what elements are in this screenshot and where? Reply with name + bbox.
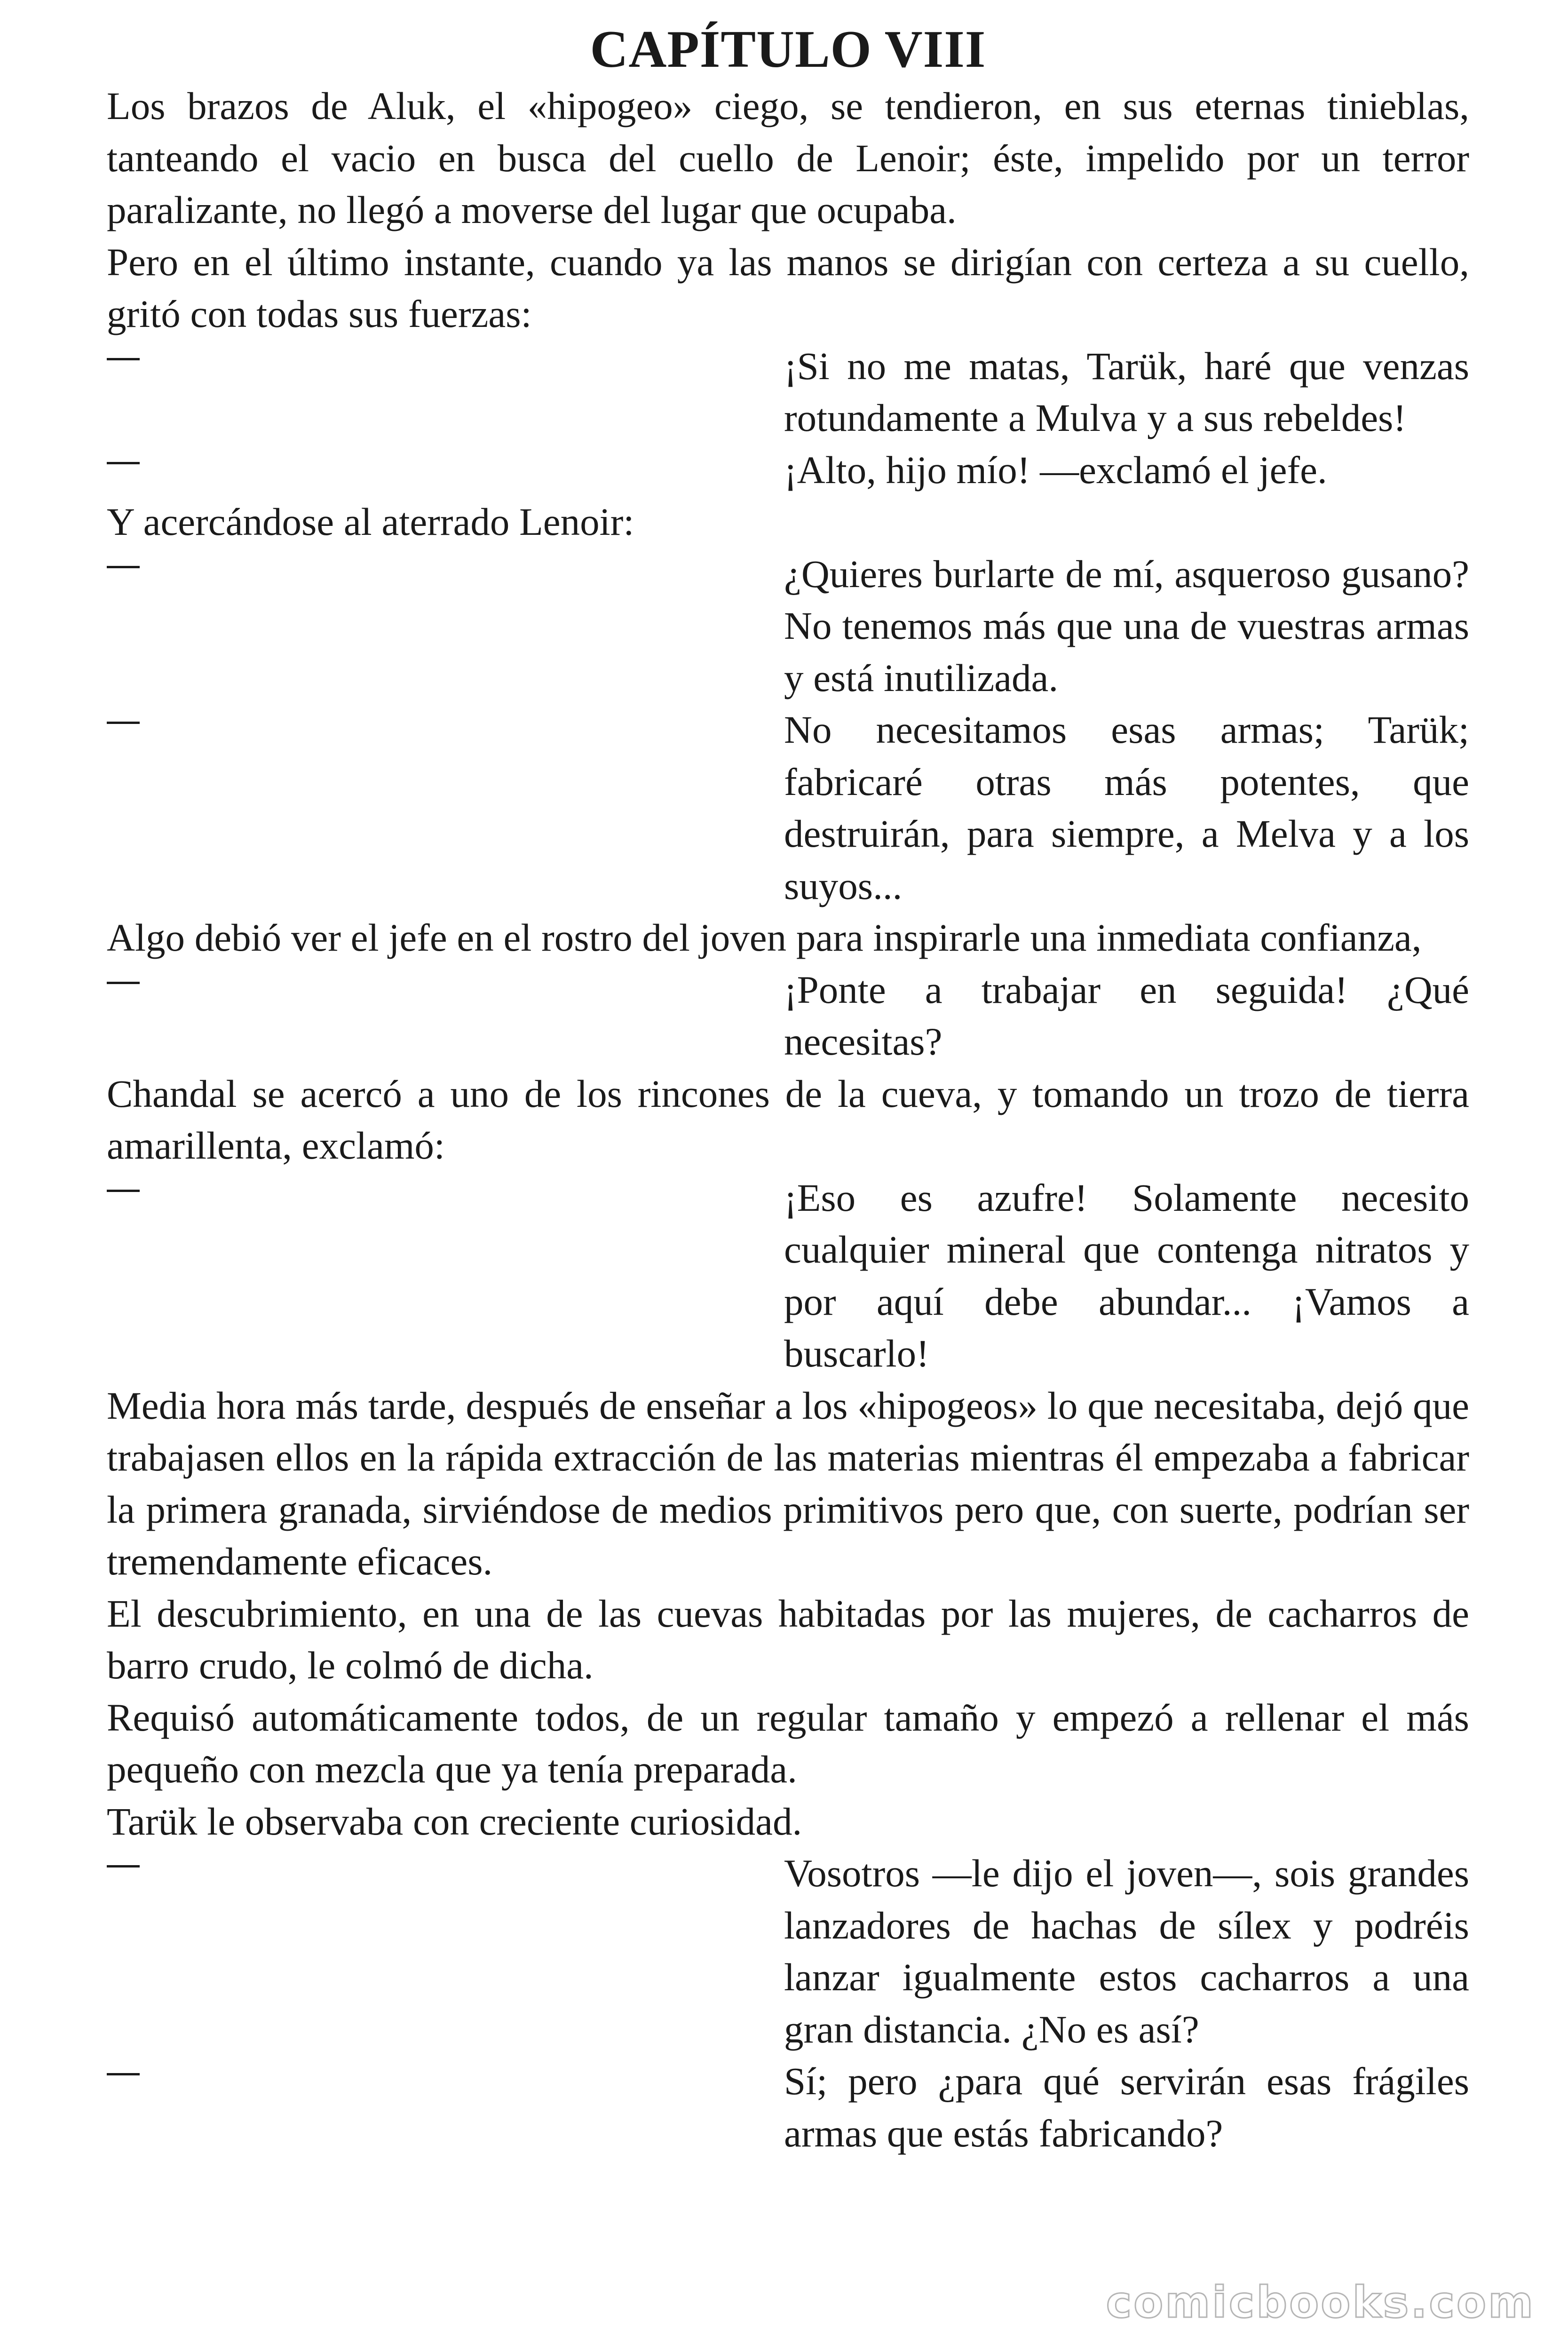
dialogue-text: Sí; pero ¿para qué servirán esas frágiles armas que estás fabricando? [784,2059,1469,2155]
dialogue-line [107,1847,1469,2055]
para: El descubrimiento, en una de las cuevas habitadas por las mujeres, de cacharros de barro crudo, le colmó de dicha. [107,1591,1469,1687]
para: Chandal se acercó a uno de los rincones de la cueva, y tomando un trozo de tierra amarillenta, exclamó: [107,1072,1469,1167]
dialogue-line [107,1172,1469,1380]
dialogue-text: ¡Ponte a trabajar en seguida! ¿Qué necesitas? [784,968,1469,1063]
dialogue-dash [107,444,784,496]
dialogue-text: ¡Alto, hijo mío! —exclamó el jefe. [784,448,1327,492]
watermark-logo: comicbooks.com [1106,2277,1535,2328]
chapter-title: CAPÍTULO VIII [590,20,986,79]
dialogue-line [107,2055,1469,2159]
para: Requisó automáticamente todos, de un regular tamaño y empezó a rellenar el más pequeño con mezcla que ya tenía preparada. [107,1695,1469,1791]
para: Algo debió ver el jefe en el rostro del joven para inspirarle una inmediata confianza, [107,916,1422,959]
para: Los brazos de Aluk, el «hipogeo» ciego, se tendieron, en sus eternas tinieblas, tanteando el vacio en busca del cuello de Lenoir; éste, impelido por un terror paralizante, no llegó a moverse del lugar que ocupaba. [107,84,1469,231]
dialogue-line [107,964,1469,1068]
dialogue-text: ¿Quieres burlarte de mí, asqueroso gusano? No tenemos más que una de vuestras armas y está inutilizada. [784,552,1469,699]
dialogue-dash [107,2055,784,2107]
para: Media hora más tarde, después de enseñar a los «hipogeos» lo que necesitaba, dejó que trabajasen ellos en la rápida extracción de las materias mientras él empezaba a fabricar la primera granada, sirviéndose de medios primitivos pero que, con suerte, podrían ser tremendamente eficaces. [107,1383,1469,1583]
dialogue-dash [107,1172,784,1224]
dialogue-text: ¡Eso es azufre! Solamente necesito cualquier mineral que contenga nitratos y por aquí debe abundar... ¡Vamos a buscarlo! [784,1176,1469,1375]
dialogue-dash [107,1847,784,1899]
dialogue-text: ¡Si no me matas, Tarük, haré que venzas rotundamente a Mulva y a sus rebeldes! [784,344,1469,439]
para: Y acercándose al aterrado Lenoir: [107,500,634,543]
dialogue-dash [107,548,784,600]
para: Pero en el último instante, cuando ya las manos se dirigían con certeza a su cuello, gritó con todas sus fuerzas: [107,240,1469,335]
dialogue-dash [107,964,784,1016]
dialogue-line [107,548,1469,704]
dialogue-text: No necesitamos esas armas; Tarük; fabricaré otras más potentes, que destruirán, para siempre, a Melva y a los suyos... [784,708,1469,907]
dialogue-line [107,444,1469,496]
dialogue-text: Vosotros —le dijo el joven—, sois grandes lanzadores de hachas de sílex y podréis lanzar igualmente estos cacharros a una gran distancia. ¿No es así? [784,1851,1469,2051]
para: Tarük le observaba con creciente curiosidad. [107,1799,802,1843]
dialogue-line [107,704,1469,912]
dialogue-line [107,340,1469,444]
dialogue-dash [107,704,784,756]
dialogue-dash [107,340,784,392]
document-page [107,19,1469,2159]
